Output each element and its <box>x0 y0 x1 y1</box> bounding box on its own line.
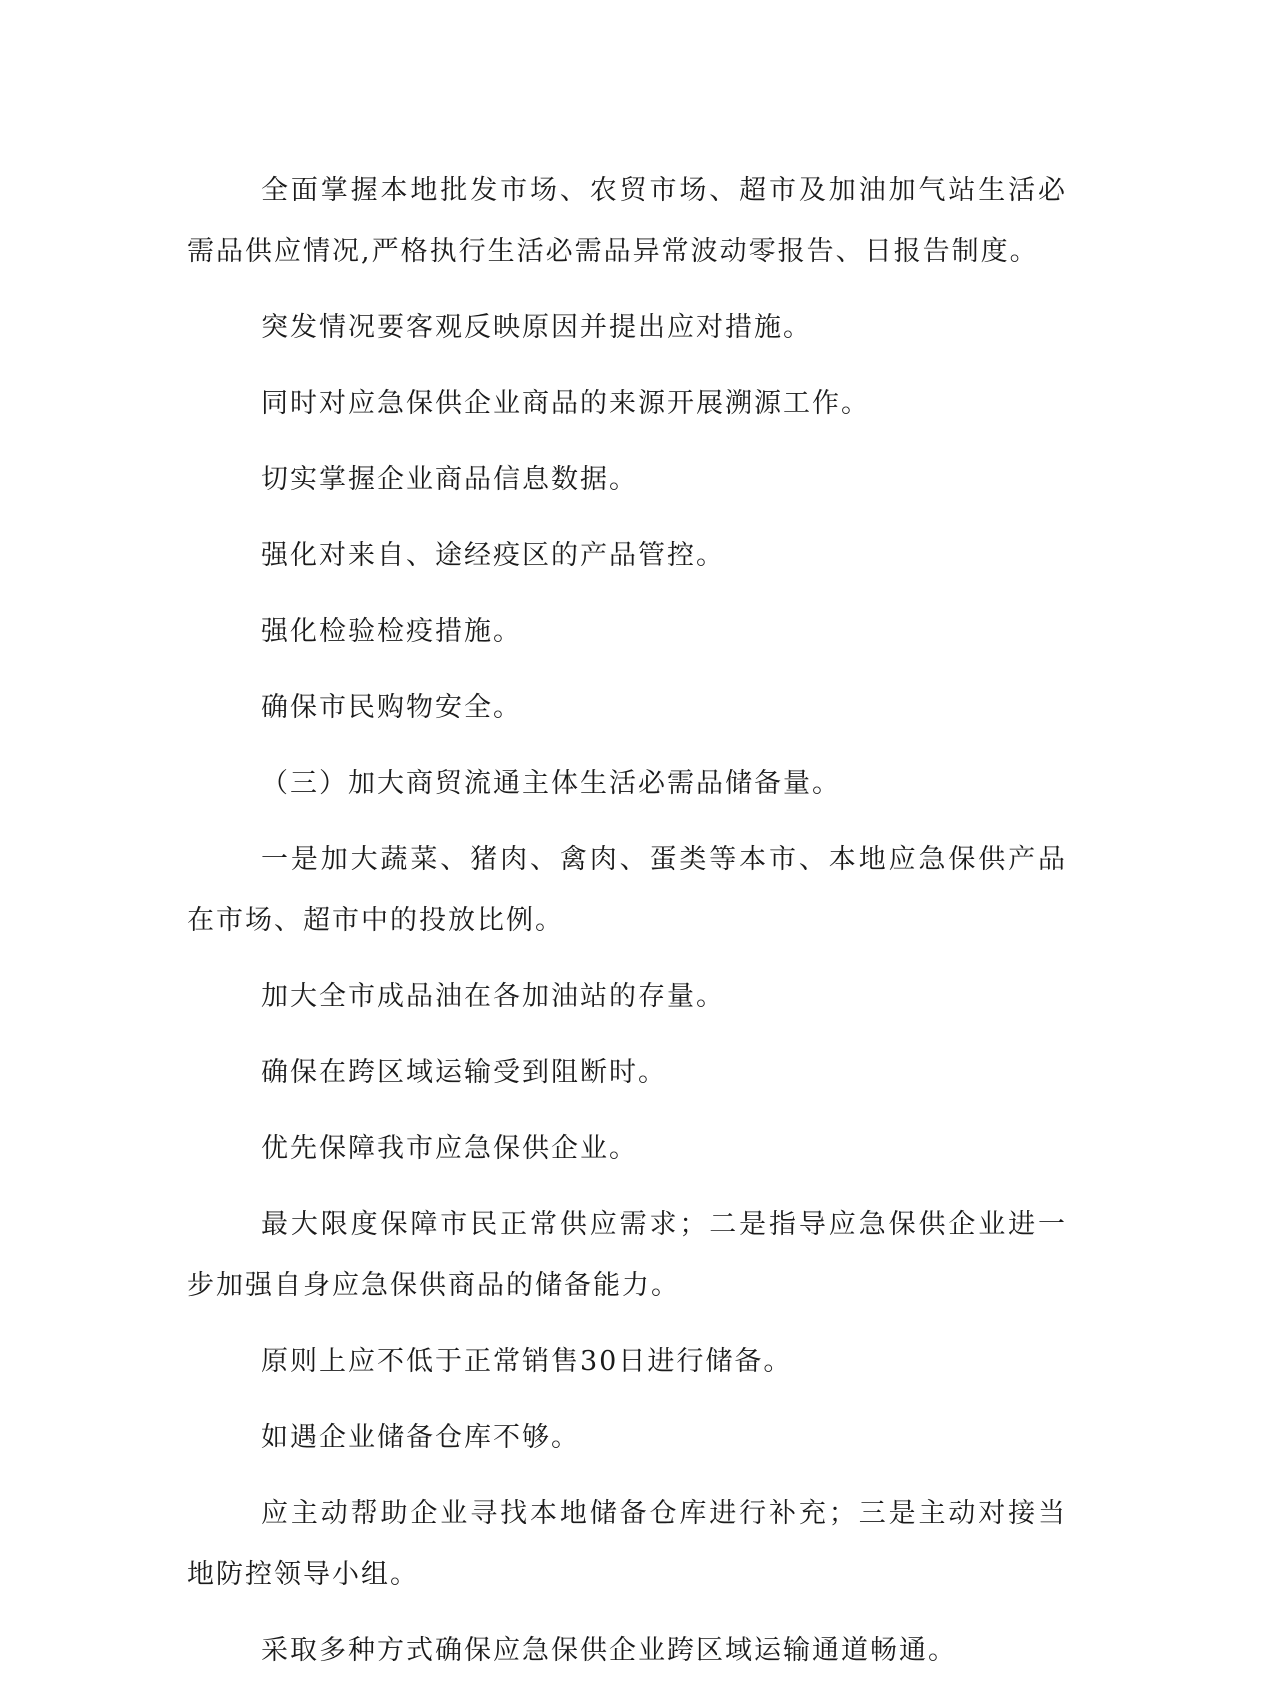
paragraph: 确保市民购物安全。 <box>261 692 522 723</box>
paragraph: 一是加大蔬菜、猪肉、禽肉、蛋类等本市、本地应急保供产品在市场、超市中的投放比例。 <box>187 844 1067 936</box>
paragraph: 应主动帮助企业寻找本地储备仓库进行补充；三是主动对接当地防控领导小组。 <box>187 1498 1067 1590</box>
paragraph: 突发情况要客观反映原因并提出应对措施。 <box>261 312 812 343</box>
document-body <box>187 160 1067 1681</box>
section-heading: （三）加大商贸流通主体生活必需品储备量。 <box>261 768 841 799</box>
paragraph: 原则上应不低于正常销售30日进行储备。 <box>261 1346 793 1377</box>
paragraph: 采取多种方式确保应急保供企业跨区域运输通道畅通。 <box>261 1635 957 1666</box>
paragraph: 强化检验检疫措施。 <box>261 616 522 647</box>
paragraph: 同时对应急保供企业商品的来源开展溯源工作。 <box>261 388 870 419</box>
paragraph: 强化对来自、途经疫区的产品管控。 <box>261 540 725 571</box>
paragraph: 如遇企业储备仓库不够。 <box>261 1422 580 1453</box>
paragraph: 全面掌握本地批发市场、农贸市场、超市及加油加气站生活必需品供应情况,严格执行生活必需品异常波动零报告、日报告制度。 <box>187 175 1067 267</box>
paragraph: 确保在跨区域运输受到阻断时。 <box>261 1057 667 1088</box>
paragraph: 切实掌握企业商品信息数据。 <box>261 464 638 495</box>
paragraph: 优先保障我市应急保供企业。 <box>261 1133 638 1164</box>
paragraph: 最大限度保障市民正常供应需求；二是指导应急保供企业进一步加强自身应急保供商品的储备能力。 <box>187 1209 1067 1301</box>
paragraph: 加大全市成品油在各加油站的存量。 <box>261 981 725 1012</box>
